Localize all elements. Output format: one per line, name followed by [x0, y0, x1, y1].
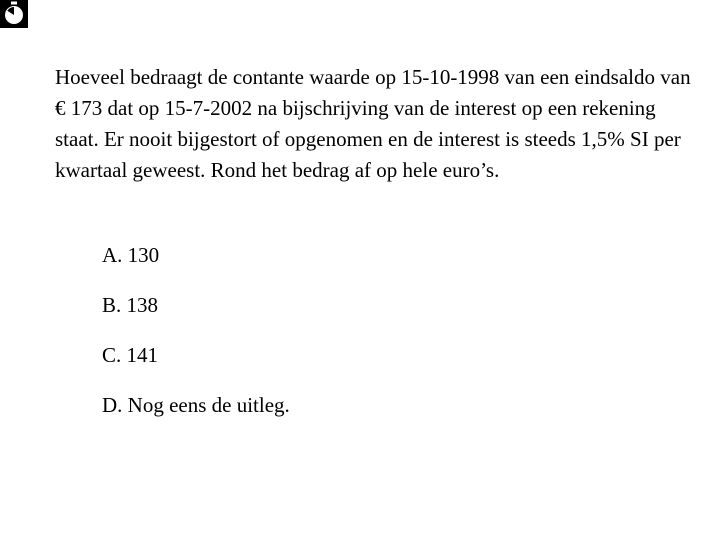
option-b[interactable]: B. 138 [102, 293, 159, 317]
option-c[interactable]: C. 141 [102, 343, 159, 367]
answer-options [102, 238, 290, 438]
stopwatch-icon [0, 0, 28, 28]
option-a[interactable]: A. 130 [102, 243, 160, 267]
question-text: Hoeveel bedraagt de contante waarde op 15-10-1998 van een eindsaldo van € 173 dat op 15-7-2002 na bijschrijving van de interest op een rekening staat. Er nooit bijgestort of opgenomen en de interest is steeds 1,5% SI per kwartaal geweest. Rond het bedrag af op hele euro’s. [55, 65, 691, 182]
stopwatch-icon-graphic [0, 0, 28, 28]
option-d[interactable]: D. Nog eens de uitleg. [102, 393, 290, 417]
